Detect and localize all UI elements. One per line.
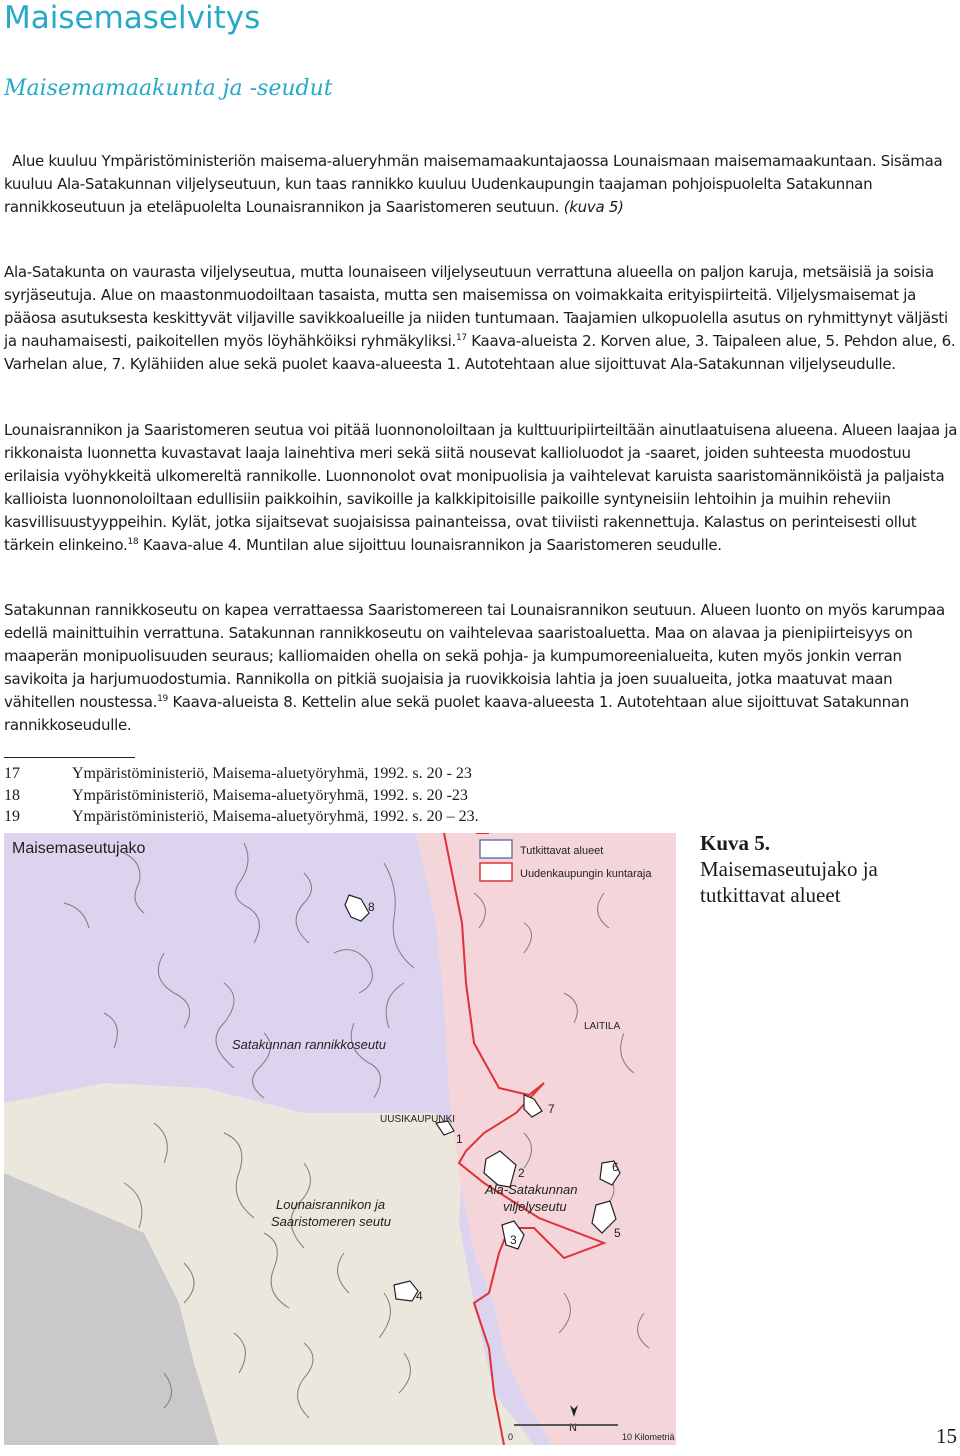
region-label-farmland-1: Ala-Satakunnan [485, 1182, 578, 1197]
area-label-4: 4 [416, 1289, 423, 1303]
map-title: Maisemaseutujako [12, 840, 146, 857]
caption-line-1: Maisemaseutujako ja [700, 857, 878, 881]
legend-boundary-label: Uudenkaupungin kuntaraja [520, 868, 652, 880]
area-label-7: 7 [548, 1102, 555, 1116]
area-label-8: 8 [368, 900, 375, 914]
paragraph-saaristomeri [4, 419, 960, 557]
area-label-1: 1 [456, 1132, 463, 1146]
caption-line-2: tutkittavat alueet [700, 883, 841, 907]
paragraph-saaristomeri-text: Lounaisrannikon ja Saaristomeren seutua voi pitää luonnonoloiltaan ja kulttuuripiirteiltään ainutlaatuisena alueena. Alueen laajaa ja rikkonaista luonnetta kuvastavat laaja lainehtiva meri sekä siitä nousevat kallioluodot ja -saaret, joiden suhteesta muodostuu erilaisia vyöhykkeitä ulkomereltä rannikolle. Luonnonolot ovat monipuolisia ja vaihtelevat karuista saaristomänniköistä ja paljaista kallioista luonnonoloiltaan edullisiin paikkoihin, savikoille ja kalkkipitoisille paikoille syntyneisiin lehtoihin ja muihin reheviin kasvillisuustyyppeihin. Kylät, jotka sijaitsevat suojaisissa painanteissa, ovat tiiviisti rakennettuja. Kalastus on perinteisesti ollut tärkein elinkeino. [4, 421, 958, 554]
paragraph-intro [4, 150, 960, 219]
footnote-ref-19: 19 [157, 694, 168, 704]
map-canvas [4, 833, 676, 1445]
footnote-text: Ympäristöministeriö, Maisema-aluetyöryhmä, 1992. s. 20 – 23. [72, 808, 479, 825]
footnote-text: Ympäristöministeriö, Maisema-aluetyöryhmä, 1992. s. 20 - 23 [72, 765, 472, 782]
north-label: N [569, 1422, 577, 1434]
paragraph-rannikkoseutu [4, 599, 960, 737]
region-label-coast: Satakunnan rannikkoseutu [232, 1037, 386, 1052]
paragraph-rannikkoseutu-tail: Kaava-alueista 8. Kettelin alue sekä puolet kaava-alueesta 1. Autotehtaan alue sijoittuvat Satakunnan rannikkoseudulle. [4, 693, 909, 734]
paragraph-ala-satakunta-tail: Kaava-alueista 2. Korven alue, 3. Taipaleen alue, 5. Pehdon alue, 6. Varhelan alue, 7. Kylähiiden alue sekä puolet kaava-alueesta 1. Autotehtaan alue sijoittuvat Ala-Satakunnan viljelyseudulle. [4, 332, 956, 373]
legend-studied-label: Tutkittavat alueet [520, 845, 604, 857]
area-label-6: 6 [612, 1160, 619, 1174]
footnote-divider [4, 757, 135, 758]
paragraph-ala-satakunta [4, 261, 960, 376]
area-label-3: 3 [510, 1233, 517, 1247]
footnote-ref-18: 18 [127, 537, 139, 547]
landscape-map [4, 833, 676, 1445]
region-label-archipelago-2: Saaristomeren seutu [271, 1214, 391, 1229]
region-label-archipelago-1: Lounaisrannikon ja [276, 1197, 386, 1212]
footnote-text: Ympäristöministeriö, Maisema-aluetyöryhmä, 1992. s. 20 -23 [72, 787, 468, 804]
region-label-farmland-2: viljelyseutu [503, 1199, 567, 1214]
page-number: 15 [936, 1424, 957, 1448]
place-label-laitila: LAITILA [584, 1021, 621, 1032]
footnote-17 [4, 764, 472, 784]
footnote-number: 19 [4, 808, 20, 825]
caption-title: Kuva 5. [700, 831, 771, 855]
paragraph-ala-satakunta-text: Ala-Satakunta on vaurasta viljelyseutua, mutta lounaiseen viljelyseutuun verrattuna alueella on paljon karuja, metsäisiä ja soisia syrjäseutuja. Alue on maastonmuodoiltaan tasaista, mutta sen maisemissa on voimakkaita erityispiirteitä. Viljelysmaisemat ja pääosa asutuksesta keskittyvät viljaville savikkoalueille ja niiden tuntumaan. Taajamien ulkopuolella asutus on ryhmittynyt väljästi ja nauhamaisesti, paikoitellen myös löyhähköiksi ryhmäkyliksi. [4, 263, 948, 350]
area-label-5: 5 [614, 1226, 621, 1240]
footnote-19 [4, 807, 479, 827]
legend-studied-swatch [480, 840, 512, 858]
legend-boundary-swatch [480, 863, 512, 881]
scale-end-label: 10 Kilometriä [622, 1432, 675, 1442]
figure-caption [700, 830, 950, 908]
paragraph-intro-text: Alue kuuluu Ympäristöministeriön maisema-alueryhmän maisemamaakuntajaossa Lounaismaan maisemamaakuntaan. Sisämaa kuuluu Ala-Satakunnan viljelyseutuun, kun taas rannikko kuuluu Uudenkaupungin taajaman pohjoispuolelta Satakunnan rannikkoseutuun ja eteläpuolelta Lounaisrannikon ja Saaristomeren seutuun. [4, 152, 943, 216]
scale-start-label: 0 [508, 1432, 514, 1442]
figure-reference: (kuva 5) [563, 198, 624, 216]
page-title: Maisemaselvitys [4, 0, 261, 36]
section-subtitle: Maisemamaakunta ja -seudut [4, 76, 333, 101]
footnote-18 [4, 786, 468, 806]
footnote-number: 17 [4, 765, 20, 782]
footnote-ref-17: 17 [455, 333, 467, 343]
place-label-uusikaupunki: UUSIKAUPUNKI [380, 1114, 456, 1125]
footnote-number: 18 [4, 787, 20, 804]
paragraph-rannikkoseutu-text: Satakunnan rannikkoseutu on kapea verrattaessa Saaristomereen tai Lounaisrannikon seutuun. Alueen luonto on myös karumpaa edellä mainittuihin verrattuna. Satakunnan rannikkoseutu on vaihtelevaa saaristoaluetta. Maa on alavaa ja pienipiirteisyys on maaperän monipuolisuuden seuraus; kalliomaiden ohella on sekä pohja- ja kumpumoreenialueita, kuten myös jonkin verran savikoita ja harjumuodostumia. Rannikolla on pitkiä suojaisia ja ruovikkoisia lahtia ja joen suualueita, jotka maatuvat maan vähitellen noustessa. [4, 601, 945, 711]
area-label-2: 2 [518, 1166, 525, 1180]
paragraph-saaristomeri-tail: Kaava-alue 4. Muntilan alue sijoittuu lounaisrannikon ja Saaristomeren seudulle. [142, 536, 722, 554]
